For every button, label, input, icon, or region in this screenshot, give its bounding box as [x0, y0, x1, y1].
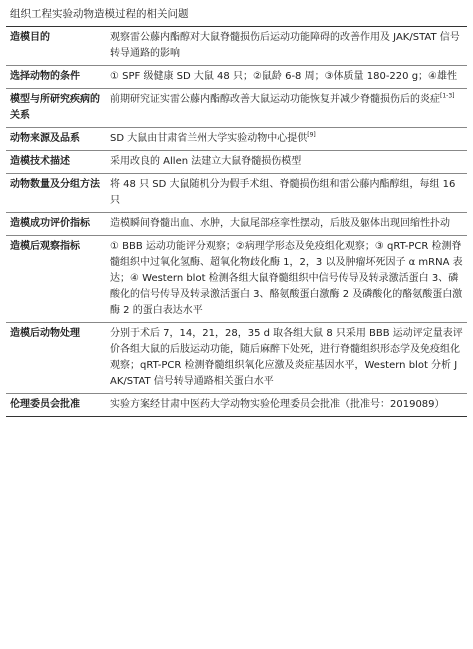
row-label: 造模成功评价指标 — [6, 213, 106, 236]
citation-ref: [1-3] — [440, 92, 455, 100]
table-row-ethics-approval — [6, 394, 467, 417]
table-caption: 组织工程实验动物造模过程的相关问题 — [10, 8, 189, 20]
row-label: 造模技术描述 — [6, 151, 106, 174]
table-row-animal-conditions — [6, 66, 467, 89]
row-content: 分别于术后 7，14，21，28，35 d 取各组大鼠 8 只采用 BBB 运动评定量表评价各组大鼠的后肢运动功能，随后麻醉下处死，进行脊髓组织形态学及免疫组化观察；qRT-PCR 检测脊髓组织氧化应激及炎症基因水平，Western blot 分析 JAK/STAT 信号转导通路相关蛋白水平 — [106, 323, 467, 394]
row-content: 造模瞬间脊髓出血、水肿，大鼠尾部痉挛性摆动，后肢及躯体出现回缩性扑动 — [106, 213, 467, 236]
row-label: 造模目的 — [6, 27, 106, 66]
table-row-post-model-handling — [6, 323, 467, 394]
table-row-success-criteria — [6, 213, 467, 236]
row-label: 造模后动物处理 — [6, 323, 106, 394]
row-label: 动物来源及品系 — [6, 128, 106, 151]
row-content: ① BBB 运动功能评分观察；②病理学形态及免疫组化观察；③ qRT-PCR 检测脊髓组织中过氧化氢酶、超氧化物歧化酶 1，2，3 以及肿瘤坏死因子 α mRNA 表达；④ Western blot 检测各组大鼠脊髓组织中信号传导及转录激活蛋白 3、磷酸化的信号传导及转录激活蛋白 3、酪氨酸蛋白激酶 2 及磷酸化的酪氨酸蛋白激酶 2 的蛋白表达水平 — [106, 236, 467, 323]
row-content-text: SD 大鼠由甘肃省兰州大学实验动物中心提供 — [110, 133, 308, 144]
row-content — [106, 128, 467, 151]
row-content: 观察雷公藤内酯醇对大鼠脊髓损伤后运动功能障碍的改善作用及 JAK/STAT 信号转导通路的影响 — [106, 27, 467, 66]
citation-ref: [9] — [307, 131, 316, 139]
row-label: 模型与所研究疾病的关系 — [6, 89, 106, 128]
row-label: 造模后观察指标 — [6, 236, 106, 323]
row-content: ① SPF 级健康 SD 大鼠 48 只；②鼠龄 6-8 周；③体质量 180-220 g；④雄性 — [106, 66, 467, 89]
row-content: 将 48 只 SD 大鼠随机分为假手术组、脊髓损伤组和雷公藤内酯醇组，每组 16 只 — [106, 174, 467, 213]
row-label: 动物数量及分组方法 — [6, 174, 106, 213]
table-row-grouping — [6, 174, 467, 213]
table-row-observation-indices — [6, 236, 467, 323]
row-content-text: 前期研究证实雷公藤内酯醇改善大鼠运动功能恢复并减少脊髓损伤后的炎症 — [110, 94, 440, 105]
table-row-animal-source — [6, 128, 467, 151]
row-content: 采用改良的 Allen 法建立大鼠脊髓损伤模型 — [106, 151, 467, 174]
table-row-technique — [6, 151, 467, 174]
table-row-model-disease-relation — [6, 89, 467, 128]
row-content: 实验方案经甘肃中医药大学动物实验伦理委员会批准（批准号：2019089） — [110, 399, 445, 410]
table-row-purpose — [6, 27, 467, 66]
row-label: 伦理委员会批准 — [10, 399, 80, 410]
row-label: 选择动物的条件 — [6, 66, 106, 89]
model-info-table — [6, 26, 467, 417]
row-content — [106, 89, 467, 128]
